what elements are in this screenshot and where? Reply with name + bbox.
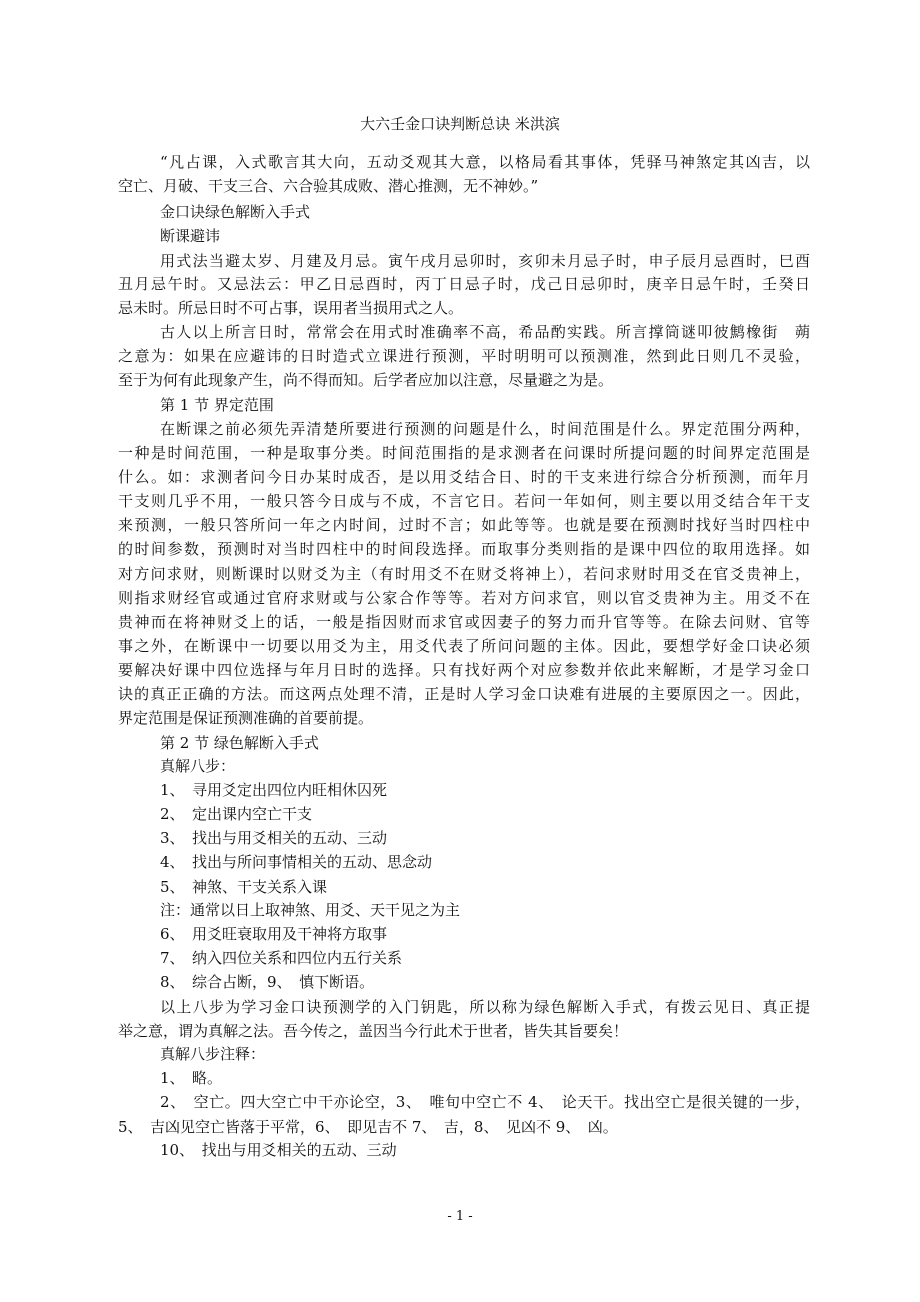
body-line: 事之外，在断课中一切要以用爻为主，用爻代表了所问问题的主体。因此，要想学好金口诀必须 [118, 637, 810, 655]
body-line: 要解决好课中四位选择与年月日时的选择。只有找好两个对应参数并依此来解断，才是学习金口 [118, 661, 810, 679]
body-line: 8、 综合占断，9、 慎下断语。 [160, 973, 375, 991]
body-line: 注：通常以日上取神煞、用爻、天干见之为主 [160, 901, 461, 919]
body-line: 2、 定出课内空亡干支 [160, 805, 313, 823]
body-line: 空亡、月破、干支三合、六合验其成败、潜心推测，无不神妙。” [118, 177, 539, 195]
body-line: 7、 纳入四位关系和四位内五行关系 [160, 949, 403, 967]
body-line: 什么。如：求测者问今日办某时成否，是以用爻结合日、时的干支来进行综合分析预测，而年月 [118, 468, 810, 486]
body-line: 真解八步注释： [160, 1045, 266, 1063]
body-line: 3、 找出与用爻相关的五动、三动 [160, 829, 388, 847]
page-number: - 1 - [447, 1209, 473, 1224]
body-line: 的时间参数，预测时对当时四柱中的时间段选择。而取事分类则指的是课中四位的取用选择。如 [118, 540, 810, 558]
body-line: 丑月忌午时。又忌法云：甲乙日忌酉时，丙丁日忌子时，戊己日忌卯时，庚辛日忌午时，壬癸日 [118, 275, 810, 293]
body-line: 5、 神煞、干支关系入课 [160, 878, 328, 896]
body-line: 第 1 节 界定范围 [160, 396, 274, 414]
body-line: 用式法当避太岁、月建及月忌。寅午戌月忌卯时，亥卯未月忌子时，申子辰月忌酉时，巳酉 [160, 252, 810, 270]
body-line: 2、 空亡。四大空亡中干亦论空，3、 唯旬中空亡不 4、 论天干。找出空亡是很关键的一步， [160, 1093, 810, 1111]
body-line: 断课避讳 [160, 227, 221, 245]
body-line: 1、 寻用爻定出四位内旺相休囚死 [160, 781, 388, 799]
body-line: 则指求财经官或通过官府求财或与公家合作等等。若对方问求官，则以官爻贵神为主。用爻不在 [118, 589, 810, 607]
body-line: 真解八步： [160, 757, 236, 775]
body-line: 干支则几乎不用，一般只答今日成与不成，不言它日。若问一年如何，则主要以用爻结合年干支 [118, 492, 810, 510]
body-line: 界定范围是保证预测准确的首要前提。 [118, 709, 374, 727]
body-line: 对方问求财，则断课时以财爻为主（有时用爻不在财爻将神上），若问求财时用爻在官爻贵神上， [118, 565, 810, 583]
body-line: 古人以上所言日时，常常会在用式时准确率不高，希品酌实践。所言撑筒谜叩彼鹪橡街 蒴 [160, 323, 810, 341]
body-line: 之意为：如果在应避讳的日时造式立课进行预测，平时明明可以预测准，然到此日则几不灵验， [118, 347, 810, 365]
body-line: 来预测，一般只答所问一年之内时间，过时不言；如此等等。也就是要在预测时找好当时四柱中 [118, 516, 810, 534]
body-line: 10、 找出与用爻相关的五动、三动 [160, 1141, 397, 1159]
body-line: “凡占课，入式歌言其大向，五动爻观其大意，以格局看其事体，凭驿马神煞定其凶吉，以 [160, 153, 810, 171]
body-line: 6、 用爻旺衰取用及干神将方取事 [160, 925, 388, 943]
body-line: 以上八步为学习金口诀预测学的入门钥匙，所以称为绿色解断入手式，有拨云见日、真正提 [160, 998, 810, 1016]
document-title: 大六壬金口诀判断总诀 米洪滨 [360, 115, 560, 133]
body-line: 至于为何有此现象产生，尚不得而知。后学者应加以注意，尽量避之为是。 [118, 371, 614, 389]
body-line: 金口诀绿色解断入手式 [160, 203, 311, 221]
body-line: 第 2 节 绿色解断入手式 [160, 734, 319, 752]
body-line: 4、 找出与所问事情相关的五动、思念动 [160, 853, 433, 871]
body-line: 举之意，谓为真解之法。吾今传之，盖因当今行此术于世者，皆失其旨要矣！ [118, 1022, 629, 1040]
body-line: 5、 吉凶见空亡皆落于平常，6、 即见吉不 7、 吉，8、 见凶不 9、 凶。 [118, 1118, 618, 1136]
body-line: 贵神而在将神财爻上的话，一般是指因财而求官或因妻子的努力而升官等等。在除去问财、官等 [118, 613, 810, 631]
body-line: 忌未时。所忌日时不可占事，误用者当损用式之人。 [118, 299, 464, 317]
body-line: 1、 略。 [160, 1069, 223, 1087]
body-line: 诀的真正正确的方法。而这两点处理不清，正是时人学习金口诀难有进展的主要原因之一。因此， [118, 685, 810, 703]
body-line: 一种是时间范围，一种是取事分类。时间范围指的是求测者在问课时所提问题的时间界定范围是 [118, 444, 810, 462]
body-line: 在断课之前必须先弄清楚所要进行预测的问题是什么，时间范围是什么。界定范围分两种， [160, 420, 810, 438]
